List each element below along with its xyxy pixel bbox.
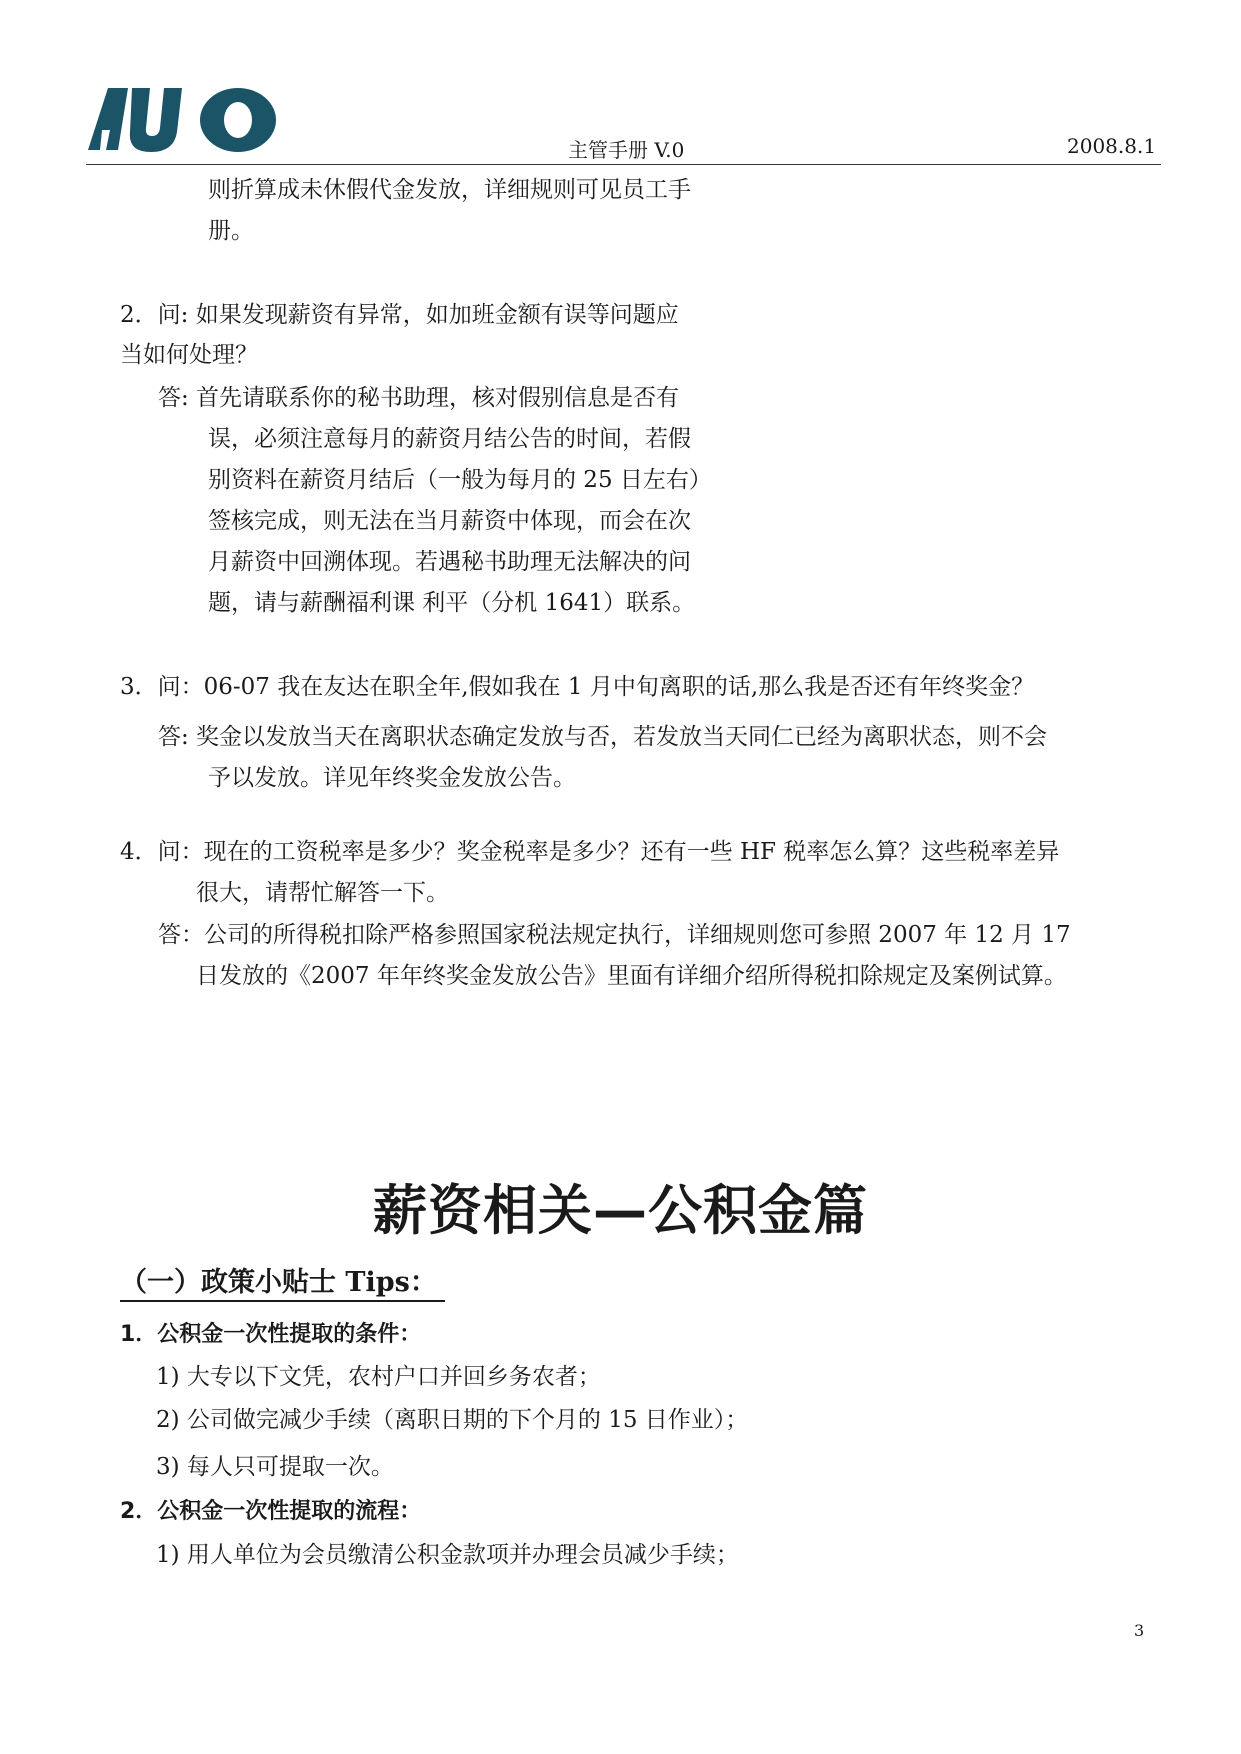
- auo-logo: [88, 88, 278, 158]
- list-heading: 1．公积金一次性提取的条件：: [120, 1322, 422, 1347]
- doc-title: 主管手册 V.0: [568, 138, 685, 162]
- answer-4-line: 答：公司的所得税扣除严格参照国家税法规定执行，详细规则您可参照 2007 年 12 月 17: [158, 922, 1071, 948]
- answer-2-line: 签核完成，则无法在当月薪资中体现，而会在次: [208, 508, 691, 534]
- question-2-line: 2．问: 如果发现薪资有异常，如加班金额有误等问题应: [120, 302, 679, 328]
- doc-date: 2008.8.1: [1067, 134, 1157, 158]
- header-rule: [86, 164, 1161, 165]
- list-item: 1) 用人单位为会员缴清公积金款项并办理会员减少手续；: [156, 1542, 739, 1568]
- answer-4-line: 日发放的《2007 年年终奖金发放公告》里面有详细介绍所得税扣除规定及案例试算。: [196, 963, 1067, 989]
- section-title: 薪资相关—公积金篇: [373, 1179, 868, 1242]
- answer-2-line: 题，请与薪酬福利课 利平（分机 1641）联系。: [208, 590, 696, 616]
- list-item: 1) 大专以下文凭，农村户口并回乡务农者；: [156, 1364, 601, 1390]
- answer-2-line: 别资料在薪资月结后（一般为每月的 25 日左右）: [208, 467, 712, 493]
- answer-2-line: 误，必须注意每月的薪资月结公告的时间，若假: [208, 426, 691, 452]
- paragraph-line: 则折算成未休假代金发放，详细规则可见员工手: [208, 177, 691, 203]
- question-4-line: 很大，请帮忙解答一下。: [196, 880, 449, 906]
- answer-3-line: 予以发放。详见年终奖金发放公告。: [208, 765, 576, 791]
- list-item: 2) 公司做完减少手续（离职日期的下个月的 15 日作业）；: [156, 1407, 749, 1433]
- answer-3-line: 答: 奖金以发放当天在离职状态确定发放与否，若发放当天同仁已经为离职状态，则不会: [158, 724, 1048, 750]
- answer-2-line: 月薪资中回溯体现。若遇秘书助理无法解决的问: [208, 549, 691, 575]
- question-3-line: 3．问：06-07 我在友达在职全年,假如我在 1 月中旬离职的话,那么我是否还有年终奖金？: [120, 674, 1035, 700]
- answer-2-line: 答: 首先请联系你的秘书助理，核对假别信息是否有: [158, 385, 680, 411]
- question-4-line: 4．问：现在的工资税率是多少？奖金税率是多少？还有一些 HF 税率怎么算？这些税率差异: [120, 839, 1060, 865]
- page-number: 3: [1134, 1621, 1145, 1640]
- list-item: 3) 每人只可提取一次。: [156, 1454, 394, 1480]
- section-subtitle: （一）政策小贴士 Tips：: [120, 1266, 445, 1302]
- list-heading: 2．公积金一次性提取的流程：: [120, 1499, 422, 1524]
- question-2-line: 当如何处理？: [120, 342, 258, 368]
- paragraph-line: 册。: [208, 218, 254, 244]
